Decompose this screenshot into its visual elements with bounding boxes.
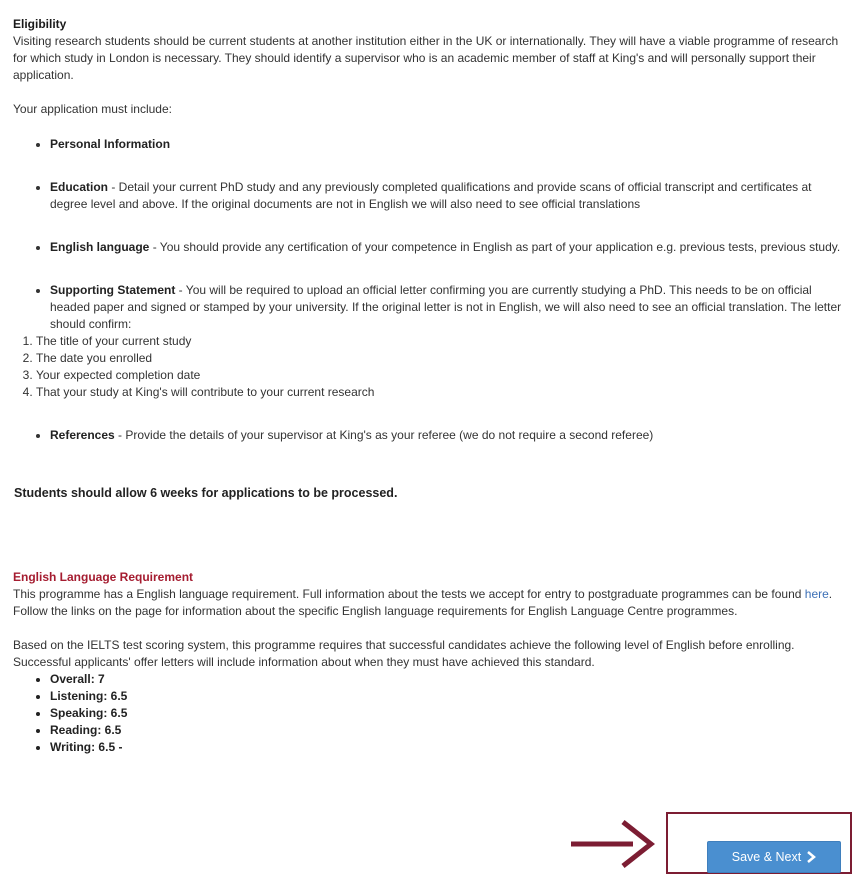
list-item: • Reading: 6.5 (50, 722, 845, 739)
save-next-label: Save & Next (731, 850, 802, 864)
list-item: • References - Provide the details of your supervisor at King's as your referee (we do not require a second referee) (50, 427, 845, 444)
eligibility-heading: Eligibility (13, 17, 67, 31)
must-include-text: Your application must include: (13, 102, 172, 116)
english-requirement-heading: English Language Requirement (13, 570, 194, 584)
requirements-list (13, 136, 845, 333)
list-item: • Listening: 6.5 (50, 688, 845, 705)
main-content (13, 16, 845, 756)
list-item: 3. Your expected completion date (36, 367, 845, 384)
list-item: 2. The date you enrolled (36, 350, 845, 367)
arrow-right-icon (571, 817, 655, 871)
list-item: • Personal Information (50, 136, 845, 153)
save-next-button[interactable] (707, 841, 841, 873)
ielts-paragraph: Based on the IELTS test scoring system, this programme requires that successful candidates achieve the following level of English before enrolling. Successful applicants' offer letters will include information about when they must have achieved this standard. (13, 638, 795, 669)
list-item: 4. That your study at King's will contribute to your current research (36, 384, 845, 401)
references-list (13, 427, 845, 444)
list-item: • Education - Detail your current PhD study and any previously completed qualifications and provide scans of official transcript and certificates at degree level and above. If the original documents are not in English we will also need to see official translations (50, 179, 845, 213)
confirm-list (0, 333, 845, 401)
list-item: 1. The title of your current study (36, 333, 845, 350)
here-link[interactable]: here (804, 587, 829, 601)
list-item: • Writing: 6.5 - (50, 739, 845, 756)
ielts-scores-list (13, 671, 845, 756)
list-item: • Speaking: 6.5 (50, 705, 845, 722)
list-item: • English language - You should provide any certification of your competence in English as part of your application e.g. previous tests, previous study. (50, 239, 845, 256)
list-item: • Overall: 7 (50, 671, 845, 688)
processing-note: Students should allow 6 weeks for applications to be processed. (14, 486, 398, 500)
list-item: • Supporting Statement - You will be required to upload an official letter confirming you are currently studying a PhD. This needs to be on official headed paper and signed or stamped by your university. If the original letter is not in English, we will also need to see an official translation. The letter should confirm: (50, 282, 845, 333)
eligibility-intro: Visiting research students should be current students at another institution either in the UK or internationally. They will have a viable programme of research for which study in London is necessary. They should identify a supervisor who is an academic member of staff at King's and will personally support their application. (13, 34, 839, 82)
english-paragraph: This programme has a English language requirement. Full information about the tests we accept for entry to postgraduate programmes can be found here. Follow the links on the page for information about the specific English language requirements for English Language Centre programmes. (13, 587, 833, 618)
chevron-right-icon (806, 851, 816, 863)
